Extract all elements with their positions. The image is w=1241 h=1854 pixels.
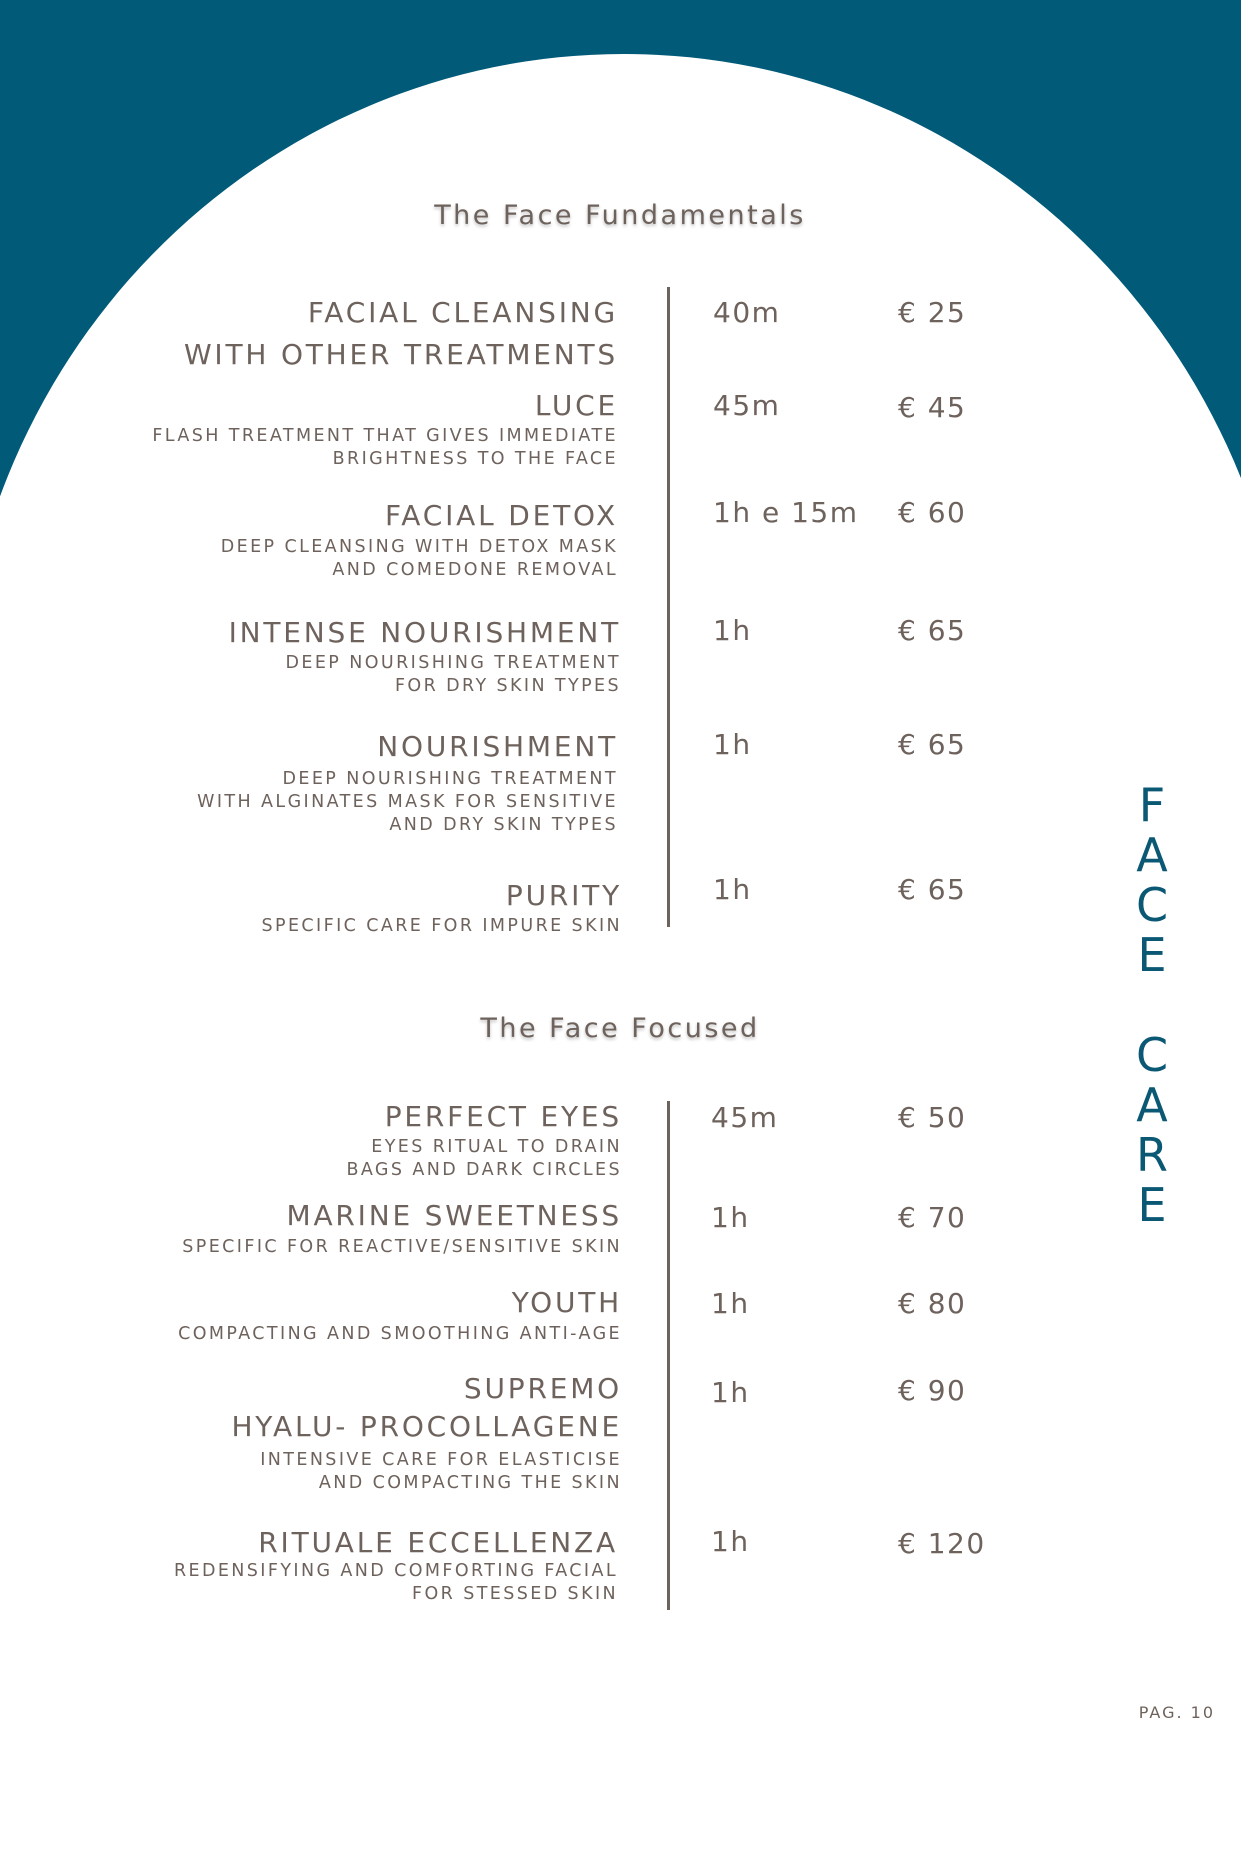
treatment-price: € 120 [898,1527,986,1560]
treatment-duration: 45m [711,1101,779,1134]
treatment-name-perfect-eyes: PERFECT EYES [384,1100,622,1133]
divider-line-focused [667,1101,670,1610]
treatment-description-facial-detox: DEEP CLEANSING WITH DETOX MASK AND COMEDONE REMOVAL [220,537,618,580]
treatment-description-youth: COMPACTING AND SMOOTHING ANTI-AGE [178,1324,622,1344]
treatment-name-rituale-eccellenza: RITUALE ECCELLENZA [258,1526,618,1559]
treatment-name-nourishment: NOURISHMENT [377,730,618,763]
treatment-price: € 65 [898,873,967,906]
treatment-duration: 1h [711,1376,750,1409]
treatment-description-supremo: INTENSIVE CARE FOR ELASTICISE AND COMPACTING THE SKIN [260,1450,622,1493]
treatment-name-intense-nourishment: INTENSE NOURISHMENT [228,616,621,649]
treatment-price: € 80 [898,1287,967,1320]
section-title-focused: The Face Focused [480,1013,760,1044]
treatment-description-perfect-eyes: EYES RITUAL TO DRAIN BAGS AND DARK CIRCLES [346,1137,622,1180]
treatment-duration: 1h [713,614,752,647]
treatment-duration: 1h [711,1525,750,1558]
treatment-duration: 1h [713,873,752,906]
treatment-price: € 45 [898,391,967,424]
treatment-description-luce: FLASH TREATMENT THAT GIVES IMMEDIATE BRIGHTNESS TO THE FACE [152,426,618,469]
treatment-price: € 90 [898,1374,967,1407]
treatment-description-nourishment: DEEP NOURISHING TREATMENT WITH ALGINATES MASK FOR SENSITIVE AND DRY SKIN TYPES [197,769,618,835]
treatment-price: € 65 [898,728,967,761]
treatment-name-facial-cleansing: FACIAL CLEANSING WITH OTHER TREATMENTS [183,296,618,371]
treatment-duration: 1h [711,1287,750,1320]
treatment-price: € 50 [898,1101,967,1134]
divider-line-fundamentals [667,287,670,927]
treatment-description-purity: SPECIFIC CARE FOR IMPURE SKIN [261,916,622,936]
treatment-name-purity: PURITY [505,879,622,912]
treatment-duration: 45m [713,389,781,422]
treatment-name-luce: LUCE [534,389,618,422]
treatment-price: € 65 [898,614,967,647]
vertical-section-title: F A C E C A R E [1135,778,1169,1232]
section-title-fundamentals: The Face Fundamentals [434,200,806,231]
treatment-duration: 1h [711,1201,750,1234]
treatment-description-marine-sweetness: SPECIFIC FOR REACTIVE/SENSITIVE SKIN [182,1237,622,1257]
treatment-price: € 70 [898,1201,967,1234]
treatment-price: € 60 [898,496,967,529]
treatment-price: € 25 [898,296,967,329]
treatment-name-supremo: SUPREMO HYALU- PROCOLLAGENE [231,1372,622,1443]
treatment-name-facial-detox: FACIAL DETOX [384,499,618,532]
treatment-name-marine-sweetness: MARINE SWEETNESS [286,1199,622,1232]
page-number: PAG. 10 [1138,1703,1215,1722]
treatment-duration: 1h e 15m [713,496,859,529]
treatment-description-rituale-eccellenza: REDENSIFYING AND COMFORTING FACIAL FOR STESSED SKIN [173,1561,618,1604]
treatment-name-youth: YOUTH [511,1286,622,1319]
treatment-duration: 1h [713,728,752,761]
treatment-description-intense-nourishment: DEEP NOURISHING TREATMENT FOR DRY SKIN TYPES [285,653,621,696]
treatment-duration: 40m [713,296,781,329]
